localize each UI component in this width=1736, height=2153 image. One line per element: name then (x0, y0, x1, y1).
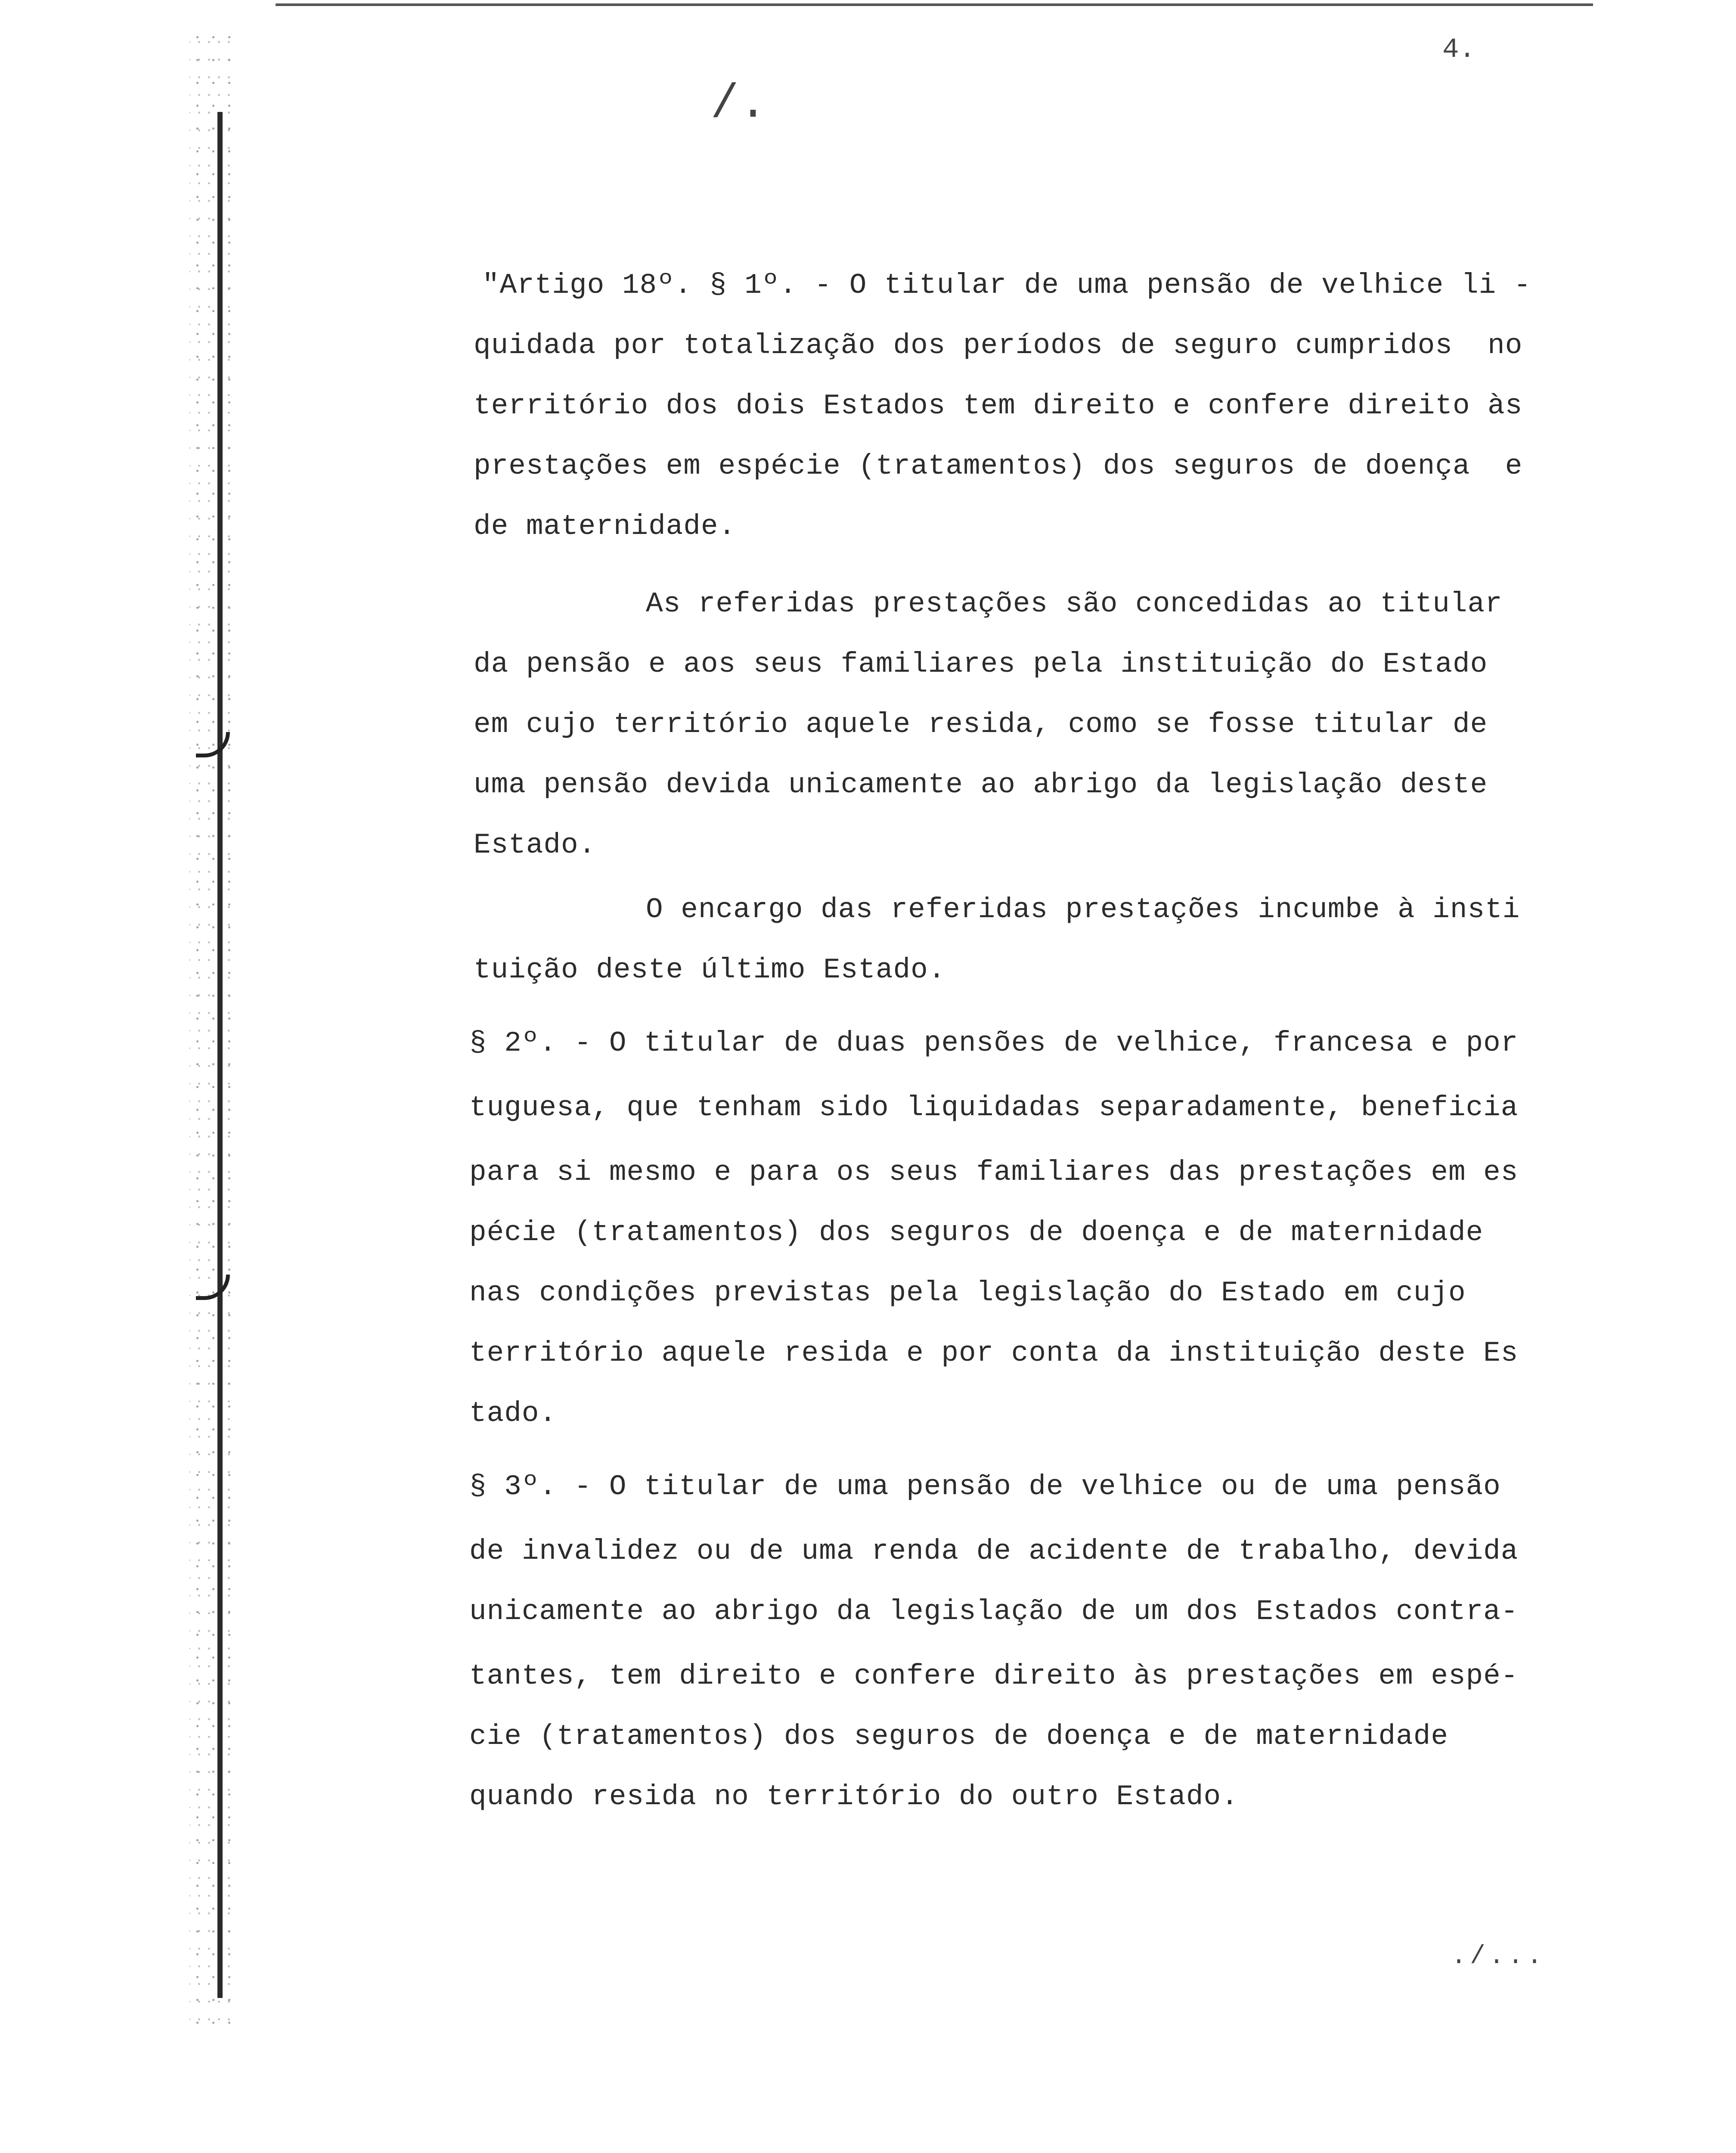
text-line: Estado. (474, 829, 596, 861)
binding-speckle (189, 26, 237, 2024)
text-line: uma pensão devida unicamente ao abrigo da legislação deste (474, 769, 1488, 801)
text-line: quando resida no território do outro Estado. (469, 1781, 1239, 1813)
text-line: unicamente ao abrigo da legislação de um dos Estados contra- (469, 1595, 1519, 1628)
text-line: O encargo das referidas prestações incumbe à insti (646, 893, 1520, 926)
text-line: território dos dois Estados tem direito e confere direito às (474, 390, 1523, 422)
text-line: tantes, tem direito e confere direito às prestações em espé- (469, 1660, 1519, 1692)
text-line: cie (tratamentos) dos seguros de doença e de maternidade (469, 1720, 1448, 1753)
text-line: quidada por totalização dos períodos de seguro cumpridos no (474, 329, 1523, 362)
text-line: § 2º. - O titular de duas pensões de velhice, francesa e por (469, 1027, 1519, 1059)
text-line: tuição deste último Estado. (474, 954, 946, 986)
text-line: território aquele resida e por conta da instituição deste Es (469, 1337, 1519, 1369)
continuation-mark: ./... (1451, 1942, 1546, 1971)
text-line: tuguesa, que tenham sido liquidadas separadamente, beneficia (469, 1092, 1519, 1124)
text-line: nas condições previstas pela legislação do Estado em cujo (469, 1277, 1466, 1309)
text-line: da pensão e aos seus familiares pela instituição do Estado (474, 648, 1488, 680)
text-line: prestações em espécie (tratamentos) dos seguros de doença e (474, 450, 1523, 482)
binding-edge (217, 112, 223, 1998)
text-line: § 3º. - O titular de uma pensão de velhice ou de uma pensão (469, 1470, 1501, 1503)
text-line: As referidas prestações são concedidas ao titular (646, 588, 1503, 620)
top-rule (276, 3, 1593, 6)
text-line: em cujo território aquele resida, como se fosse titular de (474, 708, 1488, 741)
text-line: de maternidade. (474, 510, 736, 543)
text-line: de invalidez ou de uma renda de acidente de trabalho, devida (469, 1535, 1519, 1567)
text-line: pécie (tratamentos) dos seguros de doença e de maternidade (469, 1216, 1484, 1249)
text-line: "Artigo 18º. § 1º. - O titular de uma pensão de velhice li - (482, 269, 1531, 301)
text-line: tado. (469, 1397, 557, 1430)
top-mark: /. (710, 78, 768, 131)
page-number: 4. (1442, 34, 1476, 65)
text-line: para si mesmo e para os seus familiares das prestações em es (469, 1156, 1519, 1188)
